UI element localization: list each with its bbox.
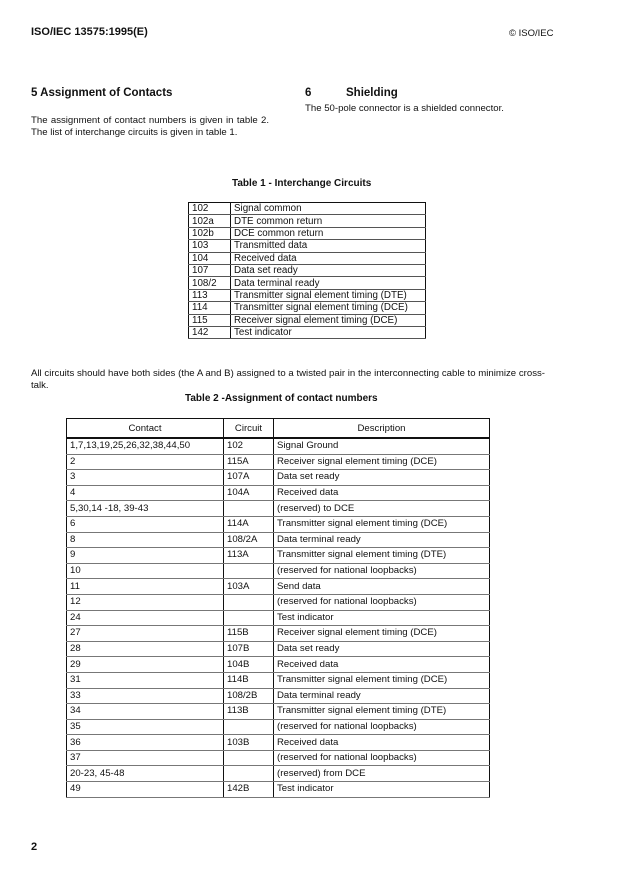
description-cell: (reserved for national loopbacks) <box>274 719 490 735</box>
table-row <box>189 264 426 276</box>
document-id: ISO/IEC 13575:1995(E) <box>31 26 148 38</box>
contact-cell: 37 <box>67 750 224 766</box>
circuit-code: 115 <box>189 314 231 326</box>
table-row <box>189 227 426 239</box>
contact-cell: 28 <box>67 641 224 657</box>
circuit-code: 113 <box>189 289 231 301</box>
contact-assignment-table <box>66 418 490 798</box>
table-row <box>67 594 490 610</box>
circuit-description: Transmitter signal element timing (DTE) <box>231 289 426 301</box>
circuit-code: 103 <box>189 240 231 252</box>
circuit-cell: 114B <box>224 672 274 688</box>
contact-cell: 12 <box>67 594 224 610</box>
description-cell: Signal Ground <box>274 438 490 454</box>
circuit-description: Signal common <box>231 203 426 215</box>
contact-cell: 2 <box>67 454 224 470</box>
circuit-code: 102a <box>189 215 231 227</box>
description-cell: (reserved for national loopbacks) <box>274 750 490 766</box>
table-row <box>67 641 490 657</box>
description-cell: Data terminal ready <box>274 688 490 704</box>
description-cell: Test indicator <box>274 782 490 798</box>
table-row <box>67 750 490 766</box>
table-row <box>67 704 490 720</box>
circuit-description: Receiver signal element timing (DCE) <box>231 314 426 326</box>
table-row <box>189 203 426 215</box>
description-cell: (reserved) from DCE <box>274 766 490 782</box>
description-cell: Received data <box>274 657 490 673</box>
circuit-description: Data terminal ready <box>231 277 426 289</box>
table-row <box>67 782 490 798</box>
circuit-cell: 142B <box>224 782 274 798</box>
circuit-description: Received data <box>231 252 426 264</box>
table-row <box>67 610 490 626</box>
circuit-description: DTE common return <box>231 215 426 227</box>
circuit-code: 107 <box>189 264 231 276</box>
table-row <box>67 563 490 579</box>
circuit-description: Transmitted data <box>231 240 426 252</box>
description-cell: Data set ready <box>274 470 490 486</box>
circuit-cell: 108/2A <box>224 532 274 548</box>
contact-cell: 9 <box>67 548 224 564</box>
circuit-cell: 104B <box>224 657 274 673</box>
description-cell: Receiver signal element timing (DCE) <box>274 626 490 642</box>
contact-cell: 29 <box>67 657 224 673</box>
contact-cell: 49 <box>67 782 224 798</box>
circuit-description: DCE common return <box>231 227 426 239</box>
circuit-cell <box>224 610 274 626</box>
circuit-cell: 107B <box>224 641 274 657</box>
circuit-cell: 108/2B <box>224 688 274 704</box>
section-5-text: The assignment of contact numbers is given in table 2. The list of interchange circuits is given in table 1. <box>31 115 269 139</box>
contact-cell: 1,7,13,19,25,26,32,38,44,50 <box>67 438 224 454</box>
table-row <box>67 516 490 532</box>
table-row <box>189 215 426 227</box>
description-cell: Test indicator <box>274 610 490 626</box>
table-row <box>67 657 490 673</box>
circuit-description: Transmitter signal element timing (DCE) <box>231 302 426 314</box>
circuit-header: Circuit <box>224 419 274 439</box>
table-row <box>67 579 490 595</box>
table-row <box>67 438 490 454</box>
description-cell: (reserved for national loopbacks) <box>274 563 490 579</box>
circuit-cell: 102 <box>224 438 274 454</box>
contact-cell: 31 <box>67 672 224 688</box>
circuit-cell: 114A <box>224 516 274 532</box>
contact-cell: 5,30,14 -18, 39-43 <box>67 501 224 517</box>
table-2-caption: Table 2 -Assignment of contact numbers <box>185 393 378 404</box>
circuit-cell <box>224 501 274 517</box>
table-row <box>189 302 426 314</box>
description-cell: Receiver signal element timing (DCE) <box>274 454 490 470</box>
description-cell: Data set ready <box>274 641 490 657</box>
table-row <box>189 277 426 289</box>
circuit-cell <box>224 719 274 735</box>
circuit-cell <box>224 563 274 579</box>
section-6-number: 6 <box>305 87 312 99</box>
table-row <box>67 485 490 501</box>
copyright-notice: © ISO/IEC <box>509 28 554 39</box>
description-cell: (reserved for national loopbacks) <box>274 594 490 610</box>
circuit-cell: 113B <box>224 704 274 720</box>
circuit-code: 104 <box>189 252 231 264</box>
circuit-code: 114 <box>189 302 231 314</box>
table-row <box>67 672 490 688</box>
circuit-cell: 103B <box>224 735 274 751</box>
circuit-cell: 115B <box>224 626 274 642</box>
description-cell: Transmitter signal element timing (DCE) <box>274 672 490 688</box>
table-row <box>189 314 426 326</box>
description-cell: Send data <box>274 579 490 595</box>
description-cell: Received data <box>274 735 490 751</box>
circuit-cell: 113A <box>224 548 274 564</box>
circuit-code: 108/2 <box>189 277 231 289</box>
description-cell: Transmitter signal element timing (DTE) <box>274 548 490 564</box>
twisted-pair-paragraph: All circuits should have both sides (the A and B) assigned to a twisted pair in the interconnecting cable to minimize cross-talk. <box>31 368 545 392</box>
circuit-cell: 103A <box>224 579 274 595</box>
description-header: Description <box>274 419 490 439</box>
table-row <box>189 326 426 338</box>
contact-cell: 10 <box>67 563 224 579</box>
contact-cell: 3 <box>67 470 224 486</box>
table-row <box>67 548 490 564</box>
table-2-header-row <box>67 419 490 439</box>
table-1-body <box>189 203 426 339</box>
table-row <box>67 688 490 704</box>
contact-cell: 20-23, 45-48 <box>67 766 224 782</box>
table-1-caption: Table 1 - Interchange Circuits <box>232 178 372 189</box>
circuit-cell <box>224 750 274 766</box>
circuit-code: 102 <box>189 203 231 215</box>
circuit-description: Test indicator <box>231 326 426 338</box>
contact-cell: 6 <box>67 516 224 532</box>
contact-cell: 34 <box>67 704 224 720</box>
contact-cell: 35 <box>67 719 224 735</box>
description-cell: Data terminal ready <box>274 532 490 548</box>
circuit-description: Data set ready <box>231 264 426 276</box>
interchange-circuits-table <box>188 202 426 339</box>
circuit-cell <box>224 594 274 610</box>
contact-cell: 4 <box>67 485 224 501</box>
table-row <box>189 240 426 252</box>
contact-cell: 24 <box>67 610 224 626</box>
section-6-title: Shielding <box>346 87 398 99</box>
table-row <box>67 470 490 486</box>
contact-cell: 11 <box>67 579 224 595</box>
description-cell: Transmitter signal element timing (DCE) <box>274 516 490 532</box>
contact-cell: 8 <box>67 532 224 548</box>
section-5-title: 5 Assignment of Contacts <box>31 87 173 99</box>
table-row <box>67 501 490 517</box>
circuit-code: 142 <box>189 326 231 338</box>
description-cell: Received data <box>274 485 490 501</box>
table-row <box>189 289 426 301</box>
table-row <box>67 719 490 735</box>
circuit-cell: 107A <box>224 470 274 486</box>
table-row <box>67 626 490 642</box>
contact-header: Contact <box>67 419 224 439</box>
description-cell: Transmitter signal element timing (DTE) <box>274 704 490 720</box>
page-number: 2 <box>31 841 38 853</box>
section-6-text: The 50-pole connector is a shielded connector. <box>305 103 504 114</box>
circuit-code: 102b <box>189 227 231 239</box>
contact-cell: 33 <box>67 688 224 704</box>
table-row <box>67 454 490 470</box>
circuit-cell: 104A <box>224 485 274 501</box>
circuit-cell <box>224 766 274 782</box>
table-row <box>67 532 490 548</box>
table-row <box>67 766 490 782</box>
table-row <box>67 735 490 751</box>
description-cell: (reserved) to DCE <box>274 501 490 517</box>
table-2-body <box>67 438 490 797</box>
contact-cell: 36 <box>67 735 224 751</box>
table-row <box>189 252 426 264</box>
contact-cell: 27 <box>67 626 224 642</box>
circuit-cell: 115A <box>224 454 274 470</box>
